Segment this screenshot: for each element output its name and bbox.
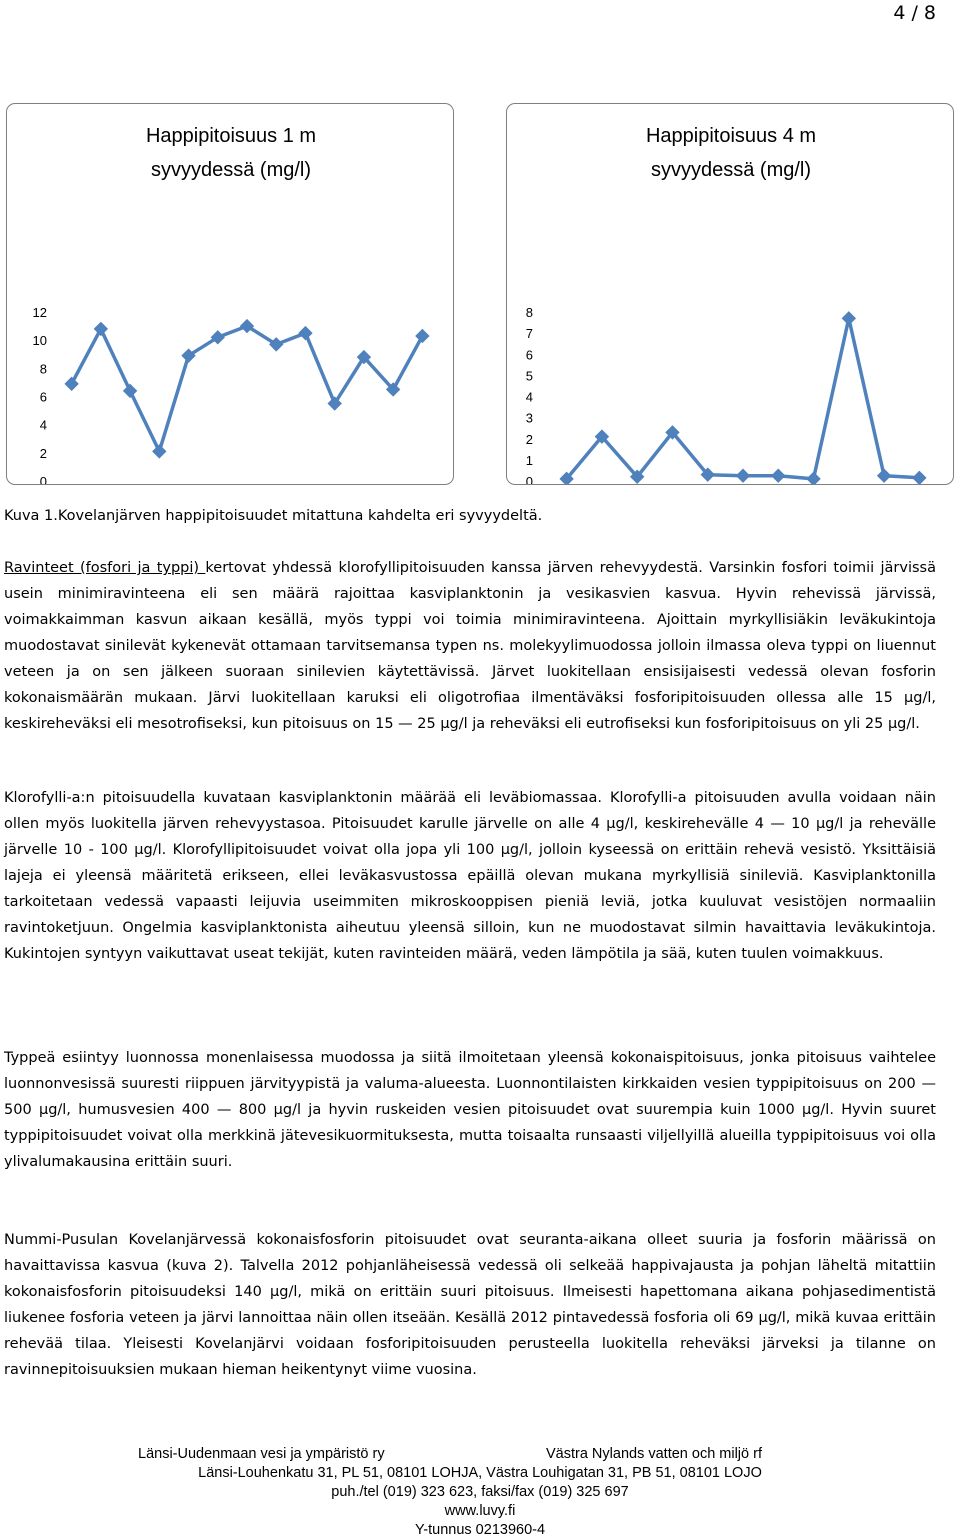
chart-title-line: syvyydessä (mg/l) [150, 159, 312, 181]
nutrients-heading: Ravinteet (fosfori ja typpi) [4, 560, 206, 576]
data-point [299, 327, 312, 340]
y-tick-label: 7 [525, 326, 533, 342]
paragraph-nitrogen: Typpeä esiintyy luonnossa monenlaisessa muodossa ja siitä ilmoitetaan yleensä kokonaispitoisuus, jonka pitoisuus vaihtelee luonnonvesissä suuresti riippuen järvityypistä ja valuma-alueesta. Luonnontilaisten kirkkaiden vesien typpipitoisuus on 200 — 500 µg/l, humusvesien 400 — 800 µg/l ja hyvin ruskeiden vesien pitoisuudet ovat suurempia kuin 1000 µg/l. Hyvin suuret typpipitoisuudet voivat olla merkkinä jätevesikuormituksesta, mutta toisaalta runsaasti viljellyillä alueilla typpipitoisuus voi olla ylivalumakausina erittäin suuri. [4, 1050, 936, 1170]
y-tick-label: 6 [39, 389, 47, 405]
y-tick-label: 2 [39, 445, 47, 461]
page-number: 4 / 8 [893, 2, 936, 24]
y-tick-label: 1 [525, 452, 533, 468]
nutrients-text: kertovat yhdessä klorofyllipitoisuuden kanssa järven rehevyydestä. Varsinkin fosfori toimii järvissä usein minimiravinteena eli sen määrä rajoittaa kasviplanktonin ja vesikasvien kasvua. Hyvin rehevissä järvissä, voimakkaimman kasvun aikaan kesällä, myös typpi voi toimia minimiravinteena. Ajoittain myrkyllisiäkin leväkukintoja muodostavat sinilevät kykenevät ottamaan tarvitsemansa typen ns. molekyylimuodossa jolloin ilmassa oleva typpi on liuennut veteen ja on sen jälkeen suoraan sinilevien käytettävissä. Järvet luokitellaan ensisijaisesti vedessä olevan fosforin kokonaismäärän mukaan. Järvi luokitellaan karuksi eli oligotrofiaa ilmentäväksi fosforipitoisuuden ollessa alle 15 µg/l, keskireheväksi eli mesotrofiseksi, kun pitoisuus on 15 — 25 µg/l ja reheväksi eli eutrofiseksi kun fosforipitoisuus on yli 25 µg/l. [4, 560, 936, 732]
paragraph-chlorophyll: Klorofylli-a:n pitoisuudella kuvataan kasviplanktonin määrää eli leväbiomassaa. Klorofylli-a pitoisuuden avulla voidaan näin ollen myös luokitella järven rehevyystasoa. Pitoisuudet karulle järvelle on alle 4 µg/l, keskirehevälle 4 — 10 µg/l ja rehevälle järvelle 10 - 100 µg/l. Klorofyllipitoisuudet voivat olla jopa yli 100 µg/l, jolloin kyseessä on erittäin rehevä vesistö. Yksittäisiä lajeja ei yleensä määritetä erikseen, ellei leväkasvustossa epäillä olevan mukana myrkyllisiä sinileviä. Kasviplanktonilla tarkoitetaan vedessä vapaasti leijuvia useimmiten mikroskooppisen pieniä leviä, jotka kuuluvat vesistöjen normaaliin ravintoketjuun. Ongelmia kasviplanktonista aiheutuu yleensä silloin, kun ne muodostavat silmin havaittavia leväkukintoja. Kukintojen syntyyn vaikuttavat useat tekijät, kuten ravinteiden määrä, veden lämpötila ja sää, kuten tuulen voimakkuus. [4, 790, 936, 962]
y-tick-label: 8 [39, 361, 47, 377]
y-tick-label: 3 [525, 410, 533, 426]
footer-web: www.luvy.fi [444, 1503, 516, 1519]
oxygen-4m-chart [506, 103, 954, 485]
data-point [772, 469, 785, 482]
data-point [842, 312, 855, 325]
paragraph-kovelanjarvi: Nummi-Pusulan Kovelanjärvessä kokonaisfosforin pitoisuudet ovat seuranta-aikana olleet suuria ja fosforin määrissä on havaittavissa kasvua (kuva 2). Talvella 2012 pohjanläheisessä vedessä oli selkeää happivajausta ja pohjan läheltä mitattiin kokonaisfosforin pitoisuudeksi 140 µg/l, mikä on erittäin suuri pitoisuus. Ilmeisesti hapettomana aikana pohjasedimentistä liukenee fosforia veteen ja järvi lannoittaa näin ollen itseään. Kesällä 2012 pintavedessä fosforia oli 69 µg/l, mikä kuvaa erittäin rehevää tilaa. Yleisesti Kovelanjärvi voidaan fosforipitoisuuden perusteella luokitella reheväksi järveksi ja tilanne on ravinnepitoisuuksien mukaan hieman heikentynyt viime vuosina. [4, 1232, 936, 1378]
data-point [153, 445, 166, 458]
data-point [94, 322, 107, 335]
data-point [737, 469, 750, 482]
footer-org-fi: Länsi-Uudenmaan vesi ja ympäristö ry [138, 1446, 385, 1462]
data-point [124, 384, 137, 397]
footer-address: Länsi-Louhenkatu 31, PL 51, 08101 LOHJA, Västra Louhigatan 31, PB 51, 08101 LOJO [198, 1465, 762, 1481]
data-point [416, 329, 429, 342]
chart-title-line: syvyydessä (mg/l) [650, 159, 812, 181]
paragraph-nutrients [4, 555, 936, 737]
y-tick-label: 0 [39, 474, 47, 486]
series-line [567, 318, 920, 479]
y-tick-label: 8 [525, 305, 533, 320]
y-tick-label: 12 [32, 305, 47, 320]
footer-org-sv: Västra Nylands vatten och miljö rf [546, 1446, 762, 1462]
series-line [72, 326, 423, 451]
y-tick-label: 10 [32, 333, 47, 349]
y-tick-label: 0 [525, 474, 533, 486]
oxygen-1m-chart [6, 103, 454, 485]
y-tick-label: 4 [39, 417, 47, 433]
data-point [878, 469, 891, 482]
footer-business-id: Y-tunnus 0213960-4 [414, 1522, 546, 1538]
footer-phone: puh./tel (019) 323 623, faksi/fax (019) 325 697 [331, 1484, 629, 1500]
y-tick-label: 6 [525, 347, 533, 363]
y-tick-label: 2 [525, 431, 533, 447]
chart-title-line: Happipitoisuus 1 m [145, 125, 317, 147]
data-point [807, 472, 820, 485]
y-tick-label: 5 [525, 368, 533, 384]
chart-title-line: Happipitoisuus 4 m [645, 125, 817, 147]
data-point [65, 377, 78, 390]
data-point [913, 471, 926, 484]
figure-caption: Kuva 1.Kovelanjärven happipitoisuudet mitattuna kahdelta eri syvyydeltä. [4, 508, 543, 524]
oxygen-1m-chart-svg [7, 104, 454, 485]
y-tick-label: 4 [525, 389, 533, 405]
oxygen-4m-chart-svg [507, 104, 954, 485]
